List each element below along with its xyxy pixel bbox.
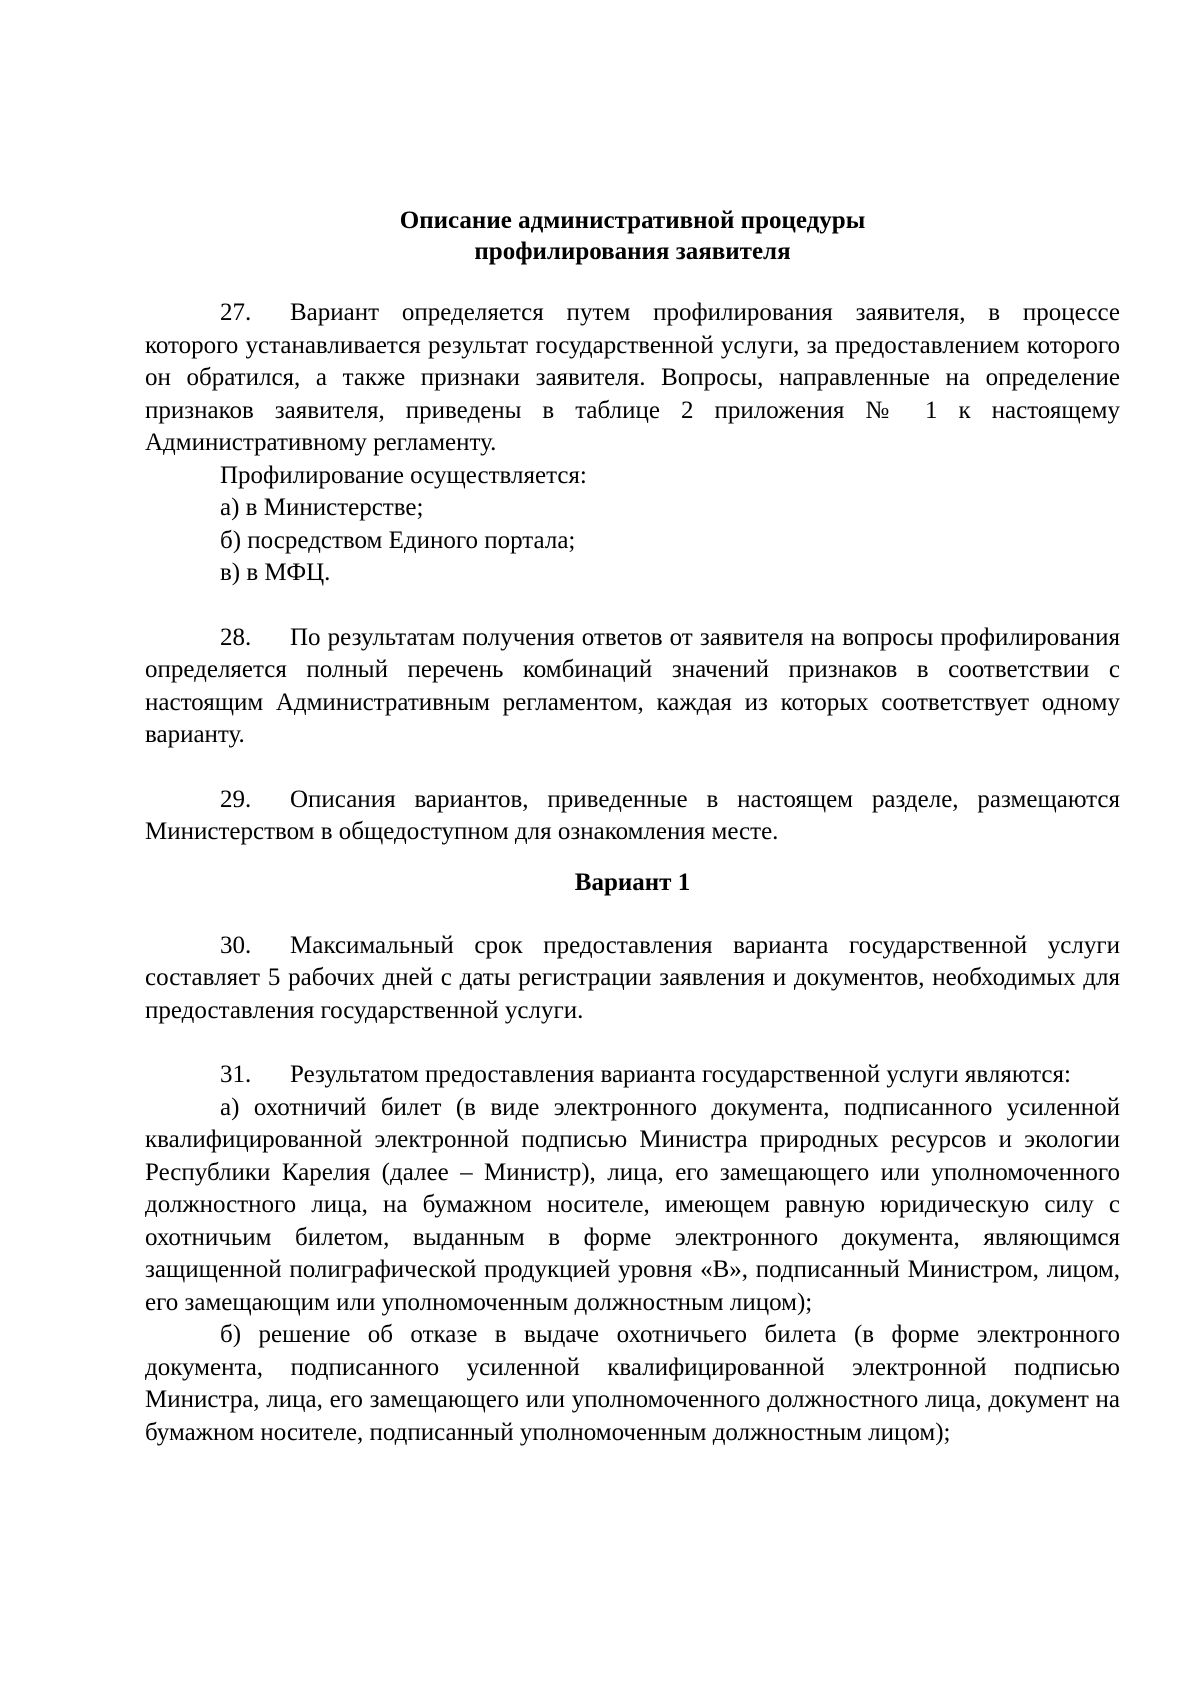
paragraph-30-number: 30. [220, 931, 252, 959]
paragraph-27-text: Вариант определяется путем профилирования заявителя, в процессе которого устанавливается результат государственной услуги, за предоставлением которого он обратился, а также признаки заявителя. Вопросы, направленные на определение признаков заявителя, приведены в таблице 2 приложения № 1 к настоящему Административному регламенту. [145, 299, 1120, 456]
variant-heading: Вариант 1 [574, 868, 691, 896]
result-item-b: б) решение об отказе в выдаче охотничьего билета (в форме электронного документа, подписанного усиленной квалифицированной электронной подписью Министра, лица, его замещающего или уполномоченного должностного лица, документ на бумажном носителе, подписанный уполномоченным должностным лицом); [145, 1321, 1120, 1446]
paragraph-29 [145, 784, 1120, 849]
paragraph-29-text: Описания вариантов, приведенные в настоящем разделе, размещаются Министерством в общедоступном для ознакомления месте. [145, 785, 1120, 845]
paragraph-31-text: Результатом предоставления варианта государственной услуги являются: [290, 1061, 1071, 1088]
section-title [145, 205, 1120, 267]
document-body [145, 205, 1120, 1449]
profiling-item-c: в) в МФЦ. [220, 559, 331, 586]
profiling-intro: Профилирование осуществляется: [220, 461, 587, 489]
paragraph-31 [145, 1059, 1120, 1092]
result-item-a: а) охотничий билет (в виде электронного документа, подписанного усиленной квалифицированной электронной подписью Министра природных ресурсов и экологии Республики Карелия (далее – Министр), лица, его замещающего или уполномоченного должностного лица, на бумажном носителе, имеющем равную юридическую силу с охотничьим билетом, выданным в форме электронного документа, являющимся защищенной полиграфической продукцией уровня «В», подписанный Министром, лицом, его замещающим или уполномоченным должностным лицом); [145, 1093, 1120, 1316]
profiling-item-a: а) в Министерстве; [220, 494, 424, 521]
paragraph-28 [145, 622, 1120, 752]
section-title-line-2: профилирования заявителя [474, 238, 791, 265]
paragraph-30-text: Максимальный срок предоставления варианта государственной услуги составляет 5 рабочих дней с даты регистрации заявления и документов, необходимых для предоставления государственной услуги. [145, 931, 1120, 1024]
paragraph-27 [145, 297, 1120, 460]
paragraph-30 [145, 930, 1120, 1028]
paragraph-27-number: 27. [220, 299, 252, 326]
profiling-item-b: б) посредством Единого портала; [220, 526, 576, 554]
paragraph-31-number: 31. [220, 1061, 252, 1088]
section-title-line-1: Описание административной процедуры [399, 207, 866, 234]
paragraph-28-number: 28. [220, 623, 252, 651]
paragraph-29-number: 29. [220, 785, 252, 813]
paragraph-28-text: По результатам получения ответов от заявителя на вопросы профилирования определяется полный перечень комбинаций значений признаков в соответствии с настоящим Административным регламентом, каждая из которых соответствует одному варианту. [145, 623, 1120, 748]
